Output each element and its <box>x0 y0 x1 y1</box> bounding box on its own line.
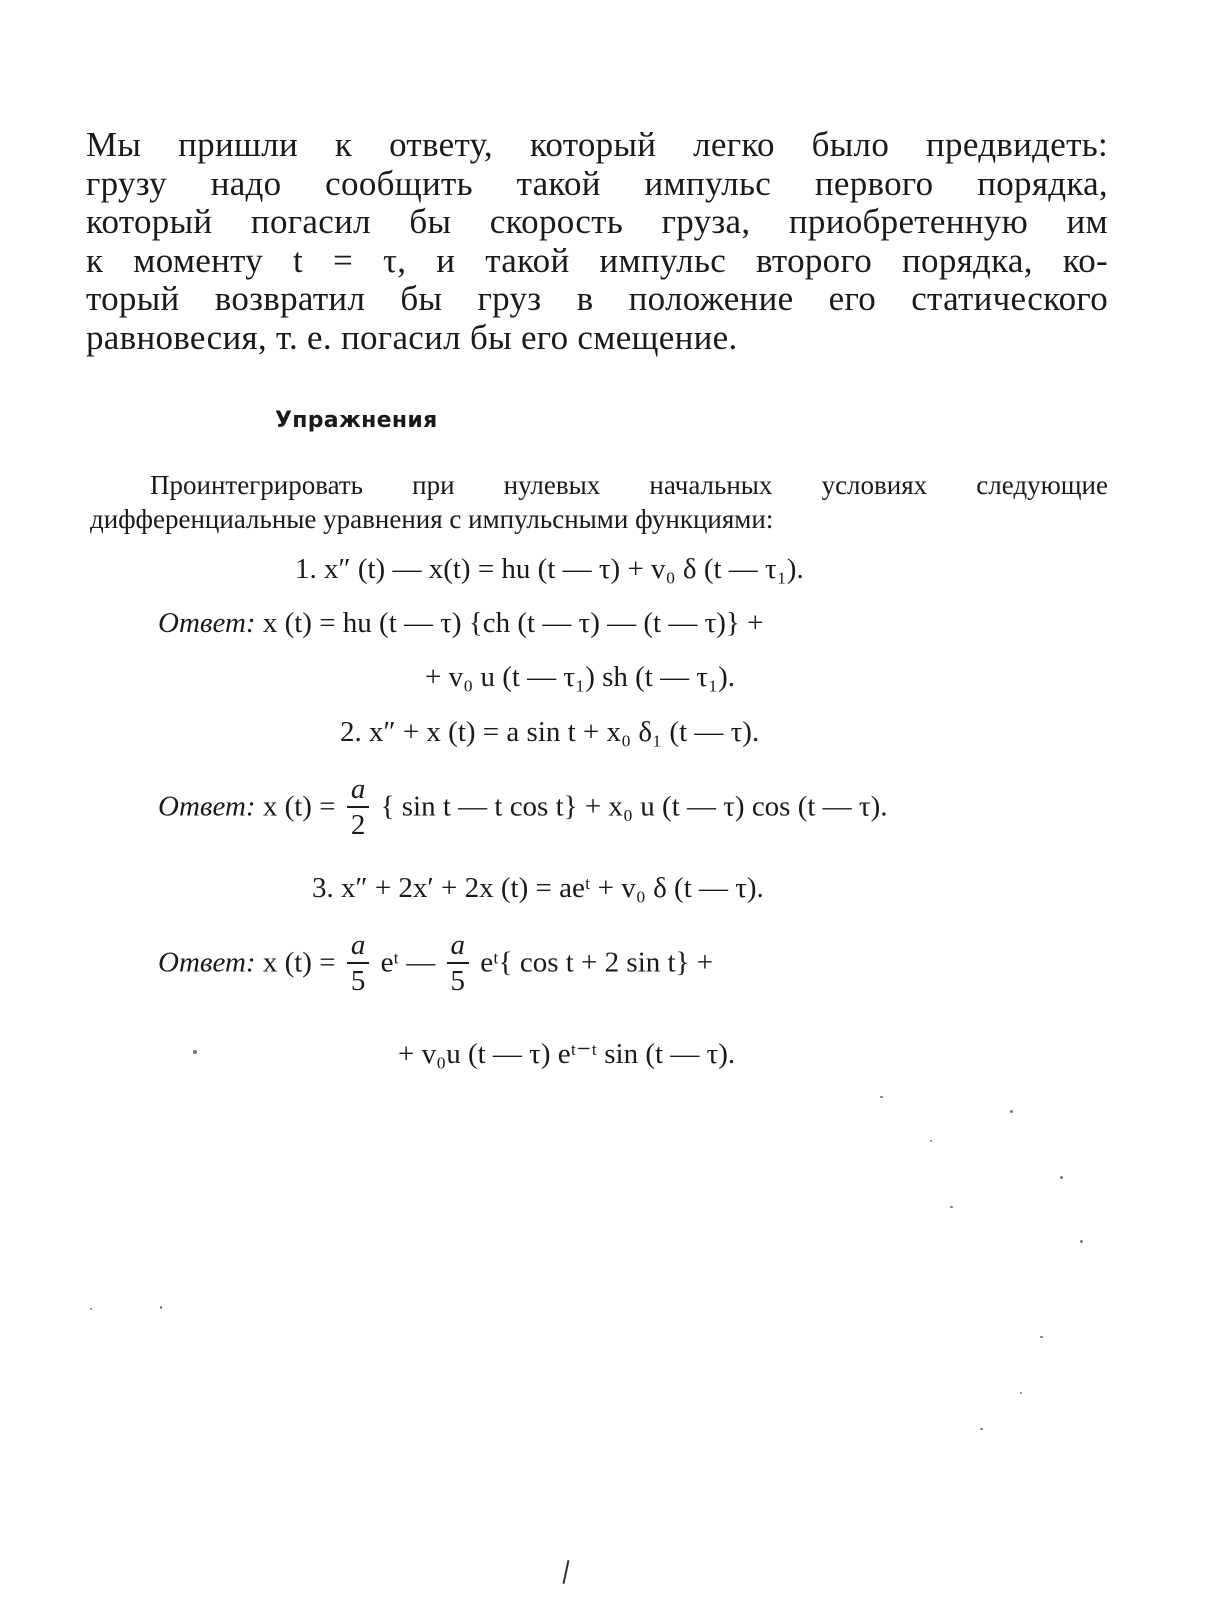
fraction <box>347 772 370 842</box>
answer-label: Ответ: <box>158 946 256 979</box>
section-title: Упражнения <box>275 408 438 433</box>
exercise-1-answer <box>158 607 763 640</box>
fraction-denominator: 2 <box>350 809 366 841</box>
speck <box>1060 1176 1063 1179</box>
paragraph-line: Мы пришли к ответу, который легко было предвидеть: <box>86 125 1108 164</box>
speck <box>930 1140 932 1142</box>
speck <box>1010 1110 1013 1113</box>
paragraph-line: равновесия, т. е. погасил бы его смещение. <box>86 317 738 357</box>
speck <box>950 1206 953 1208</box>
speck <box>1080 1240 1083 1243</box>
answer-expression: eᵗ — <box>380 946 436 979</box>
fraction-numerator: a <box>347 928 370 964</box>
answer-expression: eᵗ{ cos t + 2 sin t} + <box>480 946 714 979</box>
intro-line: Проинтегрировать при нулевых начальных условиях следующие <box>150 470 1108 500</box>
page-mark <box>563 1560 570 1584</box>
fraction-numerator: a <box>447 928 470 964</box>
exercise-3-answer <box>158 930 713 1000</box>
answer-expression: { sin t — t cos t} + x₀ u (t — τ) cos (t — τ). <box>380 790 888 823</box>
speck <box>980 1428 983 1430</box>
answer-lhs: x (t) = <box>262 790 336 823</box>
fraction-denominator: 5 <box>450 965 465 997</box>
speck <box>1040 1336 1043 1338</box>
lead-paragraph <box>86 126 1108 358</box>
speck <box>160 1306 162 1309</box>
fraction-denominator: 5 <box>350 965 366 997</box>
paragraph-line: который погасил бы скорость груза, приобретенную им <box>86 202 1108 242</box>
paragraph-line: к моменту t = τ, и такой импульс второго порядка, ко- <box>86 240 1108 280</box>
exercise-3-equation: 3. x″ + 2x′ + 2x (t) = aeᵗ + v₀ δ (t — τ). <box>312 872 764 904</box>
fraction <box>347 928 370 998</box>
speck <box>880 1096 883 1098</box>
intro-line: дифференциальные уравнения с импульсными функциями: <box>90 504 774 534</box>
speck <box>1020 1392 1022 1394</box>
exercise-1-answer-continued: + v₀ u (t — τ₁) sh (t — τ₁). <box>425 661 736 693</box>
paragraph-line: грузу надо сообщить такой импульс первого порядка, <box>86 163 1108 203</box>
paragraph-line: торый возвратил бы груз в положение его статического <box>86 279 1108 319</box>
fraction <box>447 928 470 998</box>
fraction-numerator: a <box>347 772 370 808</box>
answer-label: Ответ: <box>158 607 256 639</box>
exercise-3-answer-continued: + v₀u (t — τ) eᵗ⁻ᵗ sin (t — τ). <box>398 1038 736 1070</box>
answer-label: Ответ: <box>158 790 256 823</box>
exercise-2-equation: 2. x″ + x (t) = a sin t + x₀ δ₁ (t — τ). <box>340 716 760 748</box>
answer-lhs: x (t) = <box>262 946 336 979</box>
exercise-2-answer <box>158 774 888 844</box>
speck <box>90 1308 92 1310</box>
answer-expression: x (t) = hu (t — τ) {ch (t — τ) — (t — τ)} + <box>262 607 764 639</box>
exercise-1-equation: 1. x″ (t) — x(t) = hu (t — τ) + v₀ δ (t — τ₁). <box>295 553 804 585</box>
speck <box>193 1050 197 1054</box>
exercise-intro <box>90 468 1108 536</box>
